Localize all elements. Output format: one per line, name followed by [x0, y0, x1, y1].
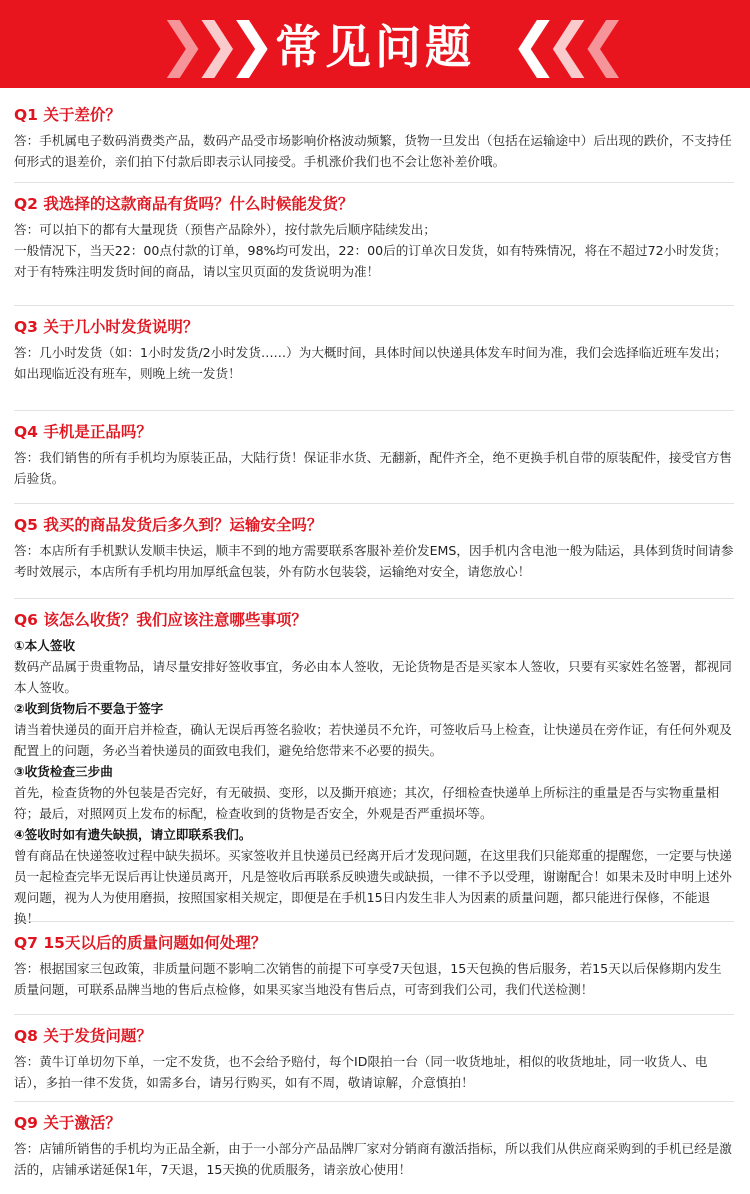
- answer-q2-line1: 答：可以拍下的都有大量现货（预售产品除外），按付款先后顺序陆续发出；: [14, 222, 436, 237]
- chevron-right-icon: ❯: [192, 10, 228, 78]
- faq-item-q8: [14, 1015, 734, 1102]
- faq-item-q7: [14, 922, 734, 1015]
- header-banner: [0, 0, 750, 88]
- question-q8: Q8 关于发货问题？: [14, 1027, 152, 1045]
- answer-q8: 答：黄牛订单切勿下单，一定不发货，也不会给予赔付，每个ID限拍一台（同一收货地址，相似的收货地址，同一收货人、电话），多拍一律不发货，如需多台，请另行购买，如有不周，敬请谅解，介意慎拍！: [14, 1054, 708, 1090]
- question-q5: Q5 我买的商品发货后多久到？运输安全吗？: [14, 516, 323, 534]
- section-title-1: ①本人签收: [14, 638, 76, 653]
- faq-item-q5: [14, 504, 734, 599]
- faq-item-q6: [14, 599, 734, 926]
- question-q4: Q4 手机是正品吗？: [14, 423, 152, 441]
- answer-q2-line2: 一般情况下，当天22：00点付款的订单，98%均可发出，22：00后的订单次日发货，如有特殊情况，将在不超过72小时发货；对于有特殊注明发货时间的商品，请以宝贝页面的发货说明为准！: [14, 243, 727, 279]
- faq-item-q3: [14, 306, 734, 411]
- chevron-left-icon: ❮: [579, 10, 614, 78]
- chevron-left-icon: ❮: [544, 10, 580, 78]
- question-q3: Q3 关于几小时发货说明？: [14, 318, 199, 336]
- faq-list: [0, 88, 750, 1194]
- chevron-left-icon: ❮: [510, 10, 545, 78]
- question-q7: Q7 15天以后的质量问题如何处理？: [14, 934, 267, 952]
- section-title-3: ③收货检查三步曲: [14, 764, 113, 779]
- answer-q7: 答：根据国家三包政策，非质量问题不影响二次销售的前提下可享受7天包退，15天包换的售后服务，若15天以后保修期内发生质量问题，可联系品牌当地的售后点检修，如果买家当地没有售后点，可寄到我们公司，我们代送检测！: [14, 961, 722, 997]
- faq-item-q2: [14, 183, 734, 306]
- question-q2: Q2 我选择的这款商品有货吗？什么时候能发货？: [14, 195, 354, 213]
- faq-item-q4: [14, 411, 734, 504]
- section-text-2: 请当着快递员的面开启并检查，确认无误后再签名验收；若快递员不允许，可签收后马上检查，让快递员在旁作证，有任何外观及配置上的问题，务必当着快递员的面致电我们，避免给您带来不必要的损失。: [14, 722, 732, 758]
- answer-q4: 答：我们销售的所有手机均为原装正品，大陆行货！保证非水货、无翻新，配件齐全，绝不更换手机自带的原装配件，接受官方售后验货。: [14, 450, 732, 486]
- answer-q1: 答：手机属电子数码消费类产品，数码产品受市场影响价格波动频繁，货物一旦发出（包括在运输途中）后出现的跌价，不支持任何形式的退差价，亲们拍下付款后即表示认同接受。手机涨价我们也不会让您补差价哦。: [14, 133, 732, 169]
- chevron-right-icon: ❯: [227, 10, 262, 78]
- question-q9: Q9 关于激活？: [14, 1114, 121, 1132]
- section-title-2: ②收到货物后不要急于签字: [14, 701, 164, 716]
- page-title: 常见问题: [275, 20, 475, 74]
- faq-item-q9: [14, 1102, 734, 1194]
- section-text-4: 曾有商品在快递签收过程中缺失损坏。买家签收并且快递员已经离开后才发现问题，在这里我们只能郑重的提醒您，一定要与快递员一起检查完毕无误后再让快递员离开，凡是签收后再联系反映遗失或缺损，一律不予以受理，谢谢配合！如果未及时申明上述外观问题，视为人为使用磨损，按照国家相关规定，即便是在手机15日内发生非人为因素的质量问题，都只能进行保修，不能退换！: [14, 848, 732, 926]
- chevron-right-icons: [158, 0, 262, 88]
- chevron-left-icons: [510, 0, 614, 88]
- answer-q3: 答：几小时发货（如：1小时发货/2小时发货……）为大概时间，具体时间以快递具体发车时间为准，我们会选择临近班车发出；如出现临近没有班车，则晚上统一发货！: [14, 345, 727, 381]
- answer-q9: 答：店铺所销售的手机均为正品全新，由于一小部分产品品牌厂家对分销商有激活指标，所以我们从供应商采购到的手机已经是激活的，店铺承诺延保1年，7天退，15天换的优质服务，请亲放心使用！: [14, 1141, 732, 1177]
- question-q6: Q6 该怎么收货？我们应该注意哪些事项？: [14, 611, 307, 629]
- section-title-4: ④签收时如有遗失缺损，请立即联系我们。: [14, 827, 252, 842]
- chevron-right-icon: ❯: [158, 10, 193, 78]
- faq-item-q1: [14, 88, 734, 183]
- answer-q5: 答：本店所有手机默认发顺丰快运，顺丰不到的地方需要联系客服补差价发EMS，因手机内含电池一般为陆运，具体到货时间请参考时效展示，本店所有手机均用加厚纸盒包装，外有防水包装袋，运输绝对安全，请您放心！: [14, 543, 734, 579]
- section-text-3: 首先，检查货物的外包装是否完好，有无破损、变形，以及撕开痕迹；其次，仔细检查快递单上所标注的重量是否与实物重量相符；最后，对照网页上发布的标配，检查收到的货物是否安全，外观是否严重损坏等。: [14, 785, 720, 821]
- section-text-1: 数码产品属于贵重物品，请尽量安排好签收事宜，务必由本人签收，无论货物是否是买家本人签收，只要有买家姓名签署，都视同本人签收。: [14, 659, 732, 695]
- question-q1: Q1 关于差价？: [14, 106, 121, 124]
